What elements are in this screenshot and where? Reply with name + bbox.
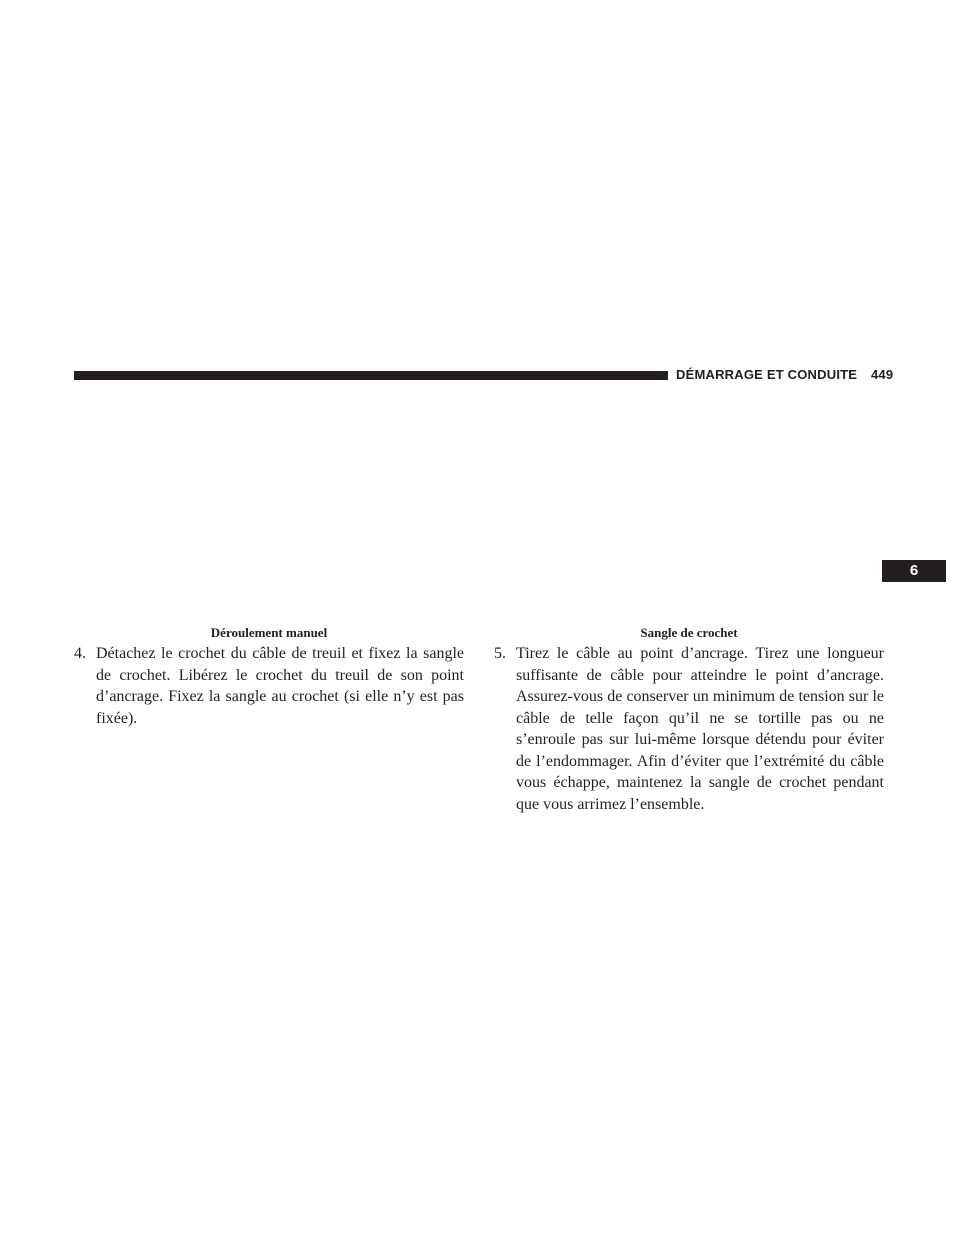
step-4 — [74, 643, 464, 729]
step-text: Tirez le câble au point d’ancrage. Tirez une longueur suffisante de câble pour atteindre le point d’ancrage. Assurez-vous de conserver un minimum de tension sur le câble de telle façon qu’il ne se tortille pas ou ne s’enroule pas sur lui-même lorsque détendu pour éviter de l’endommager. Afin d’éviter que l’extrémité du câble vous échappe, maintenez la sangle de crochet pendant que vous arrimez l’ensemble. — [516, 645, 884, 813]
section-title: DÉMARRAGE ET CONDUITE — [676, 367, 858, 382]
step-5 — [494, 643, 884, 815]
running-header — [676, 365, 896, 385]
page-number: 449 — [870, 367, 894, 382]
step-number: 4. — [74, 645, 86, 662]
step-text: Détachez le crochet du câble de treuil et fixez la sangle de crochet. Libérez le crochet du treuil de son point d’ancrage. Fixez la sangle au crochet (si elle n’y est pas fixée). — [96, 645, 464, 727]
figure-caption-right: Sangle de crochet — [640, 625, 738, 640]
figure-caption-left: Déroulement manuel — [210, 625, 328, 640]
header-rule — [74, 371, 668, 380]
chapter-tab[interactable]: 6 — [882, 560, 946, 582]
step-number: 5. — [494, 645, 506, 662]
